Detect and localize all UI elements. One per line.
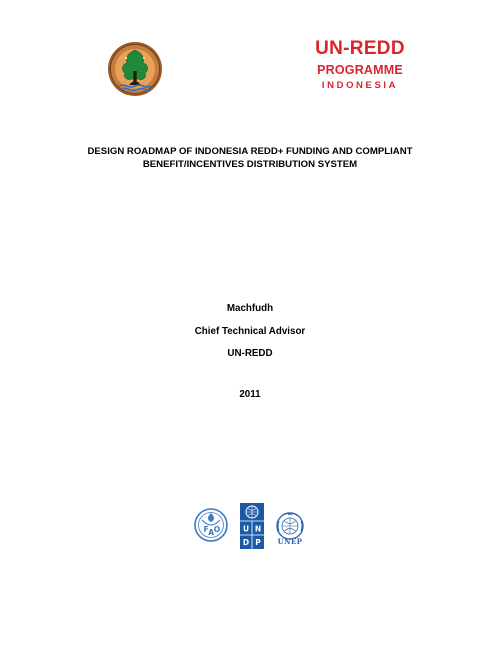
author-organization: UN-REDD: [227, 348, 273, 359]
unredd-logo-line2: PROGRAMME: [317, 63, 403, 77]
svg-text:F: F: [203, 525, 209, 534]
svg-text:N: N: [254, 524, 262, 534]
author-role: Chief Technical Advisor: [194, 326, 306, 337]
svg-text:A: A: [208, 528, 215, 537]
author-name: Machfudh: [226, 303, 274, 314]
document-title: [60, 145, 440, 171]
fao-logo-icon: [194, 508, 228, 542]
unredd-logo-line1: UN-REDD: [315, 38, 405, 59]
unredd-logo-line3: INDONESIA: [321, 80, 399, 91]
svg-text:U: U: [242, 524, 250, 534]
svg-text:P: P: [255, 538, 261, 547]
title-line-1: DESIGN ROADMAP OF INDONESIA REDD+ FUNDING AND COMPLIANT: [87, 146, 413, 157]
unep-logo-text: UNEP: [277, 537, 303, 546]
svg-text:D: D: [242, 538, 250, 547]
unredd-programme-logo: [300, 38, 420, 92]
title-line-2: BENEFIT/INCENTIVES DISTRIBUTION SYSTEM: [142, 159, 358, 170]
forest-ministry-emblem-icon: [107, 41, 163, 97]
svg-text:O: O: [213, 525, 221, 534]
document-year: 2011: [239, 389, 261, 400]
undp-logo-icon: [240, 503, 264, 549]
